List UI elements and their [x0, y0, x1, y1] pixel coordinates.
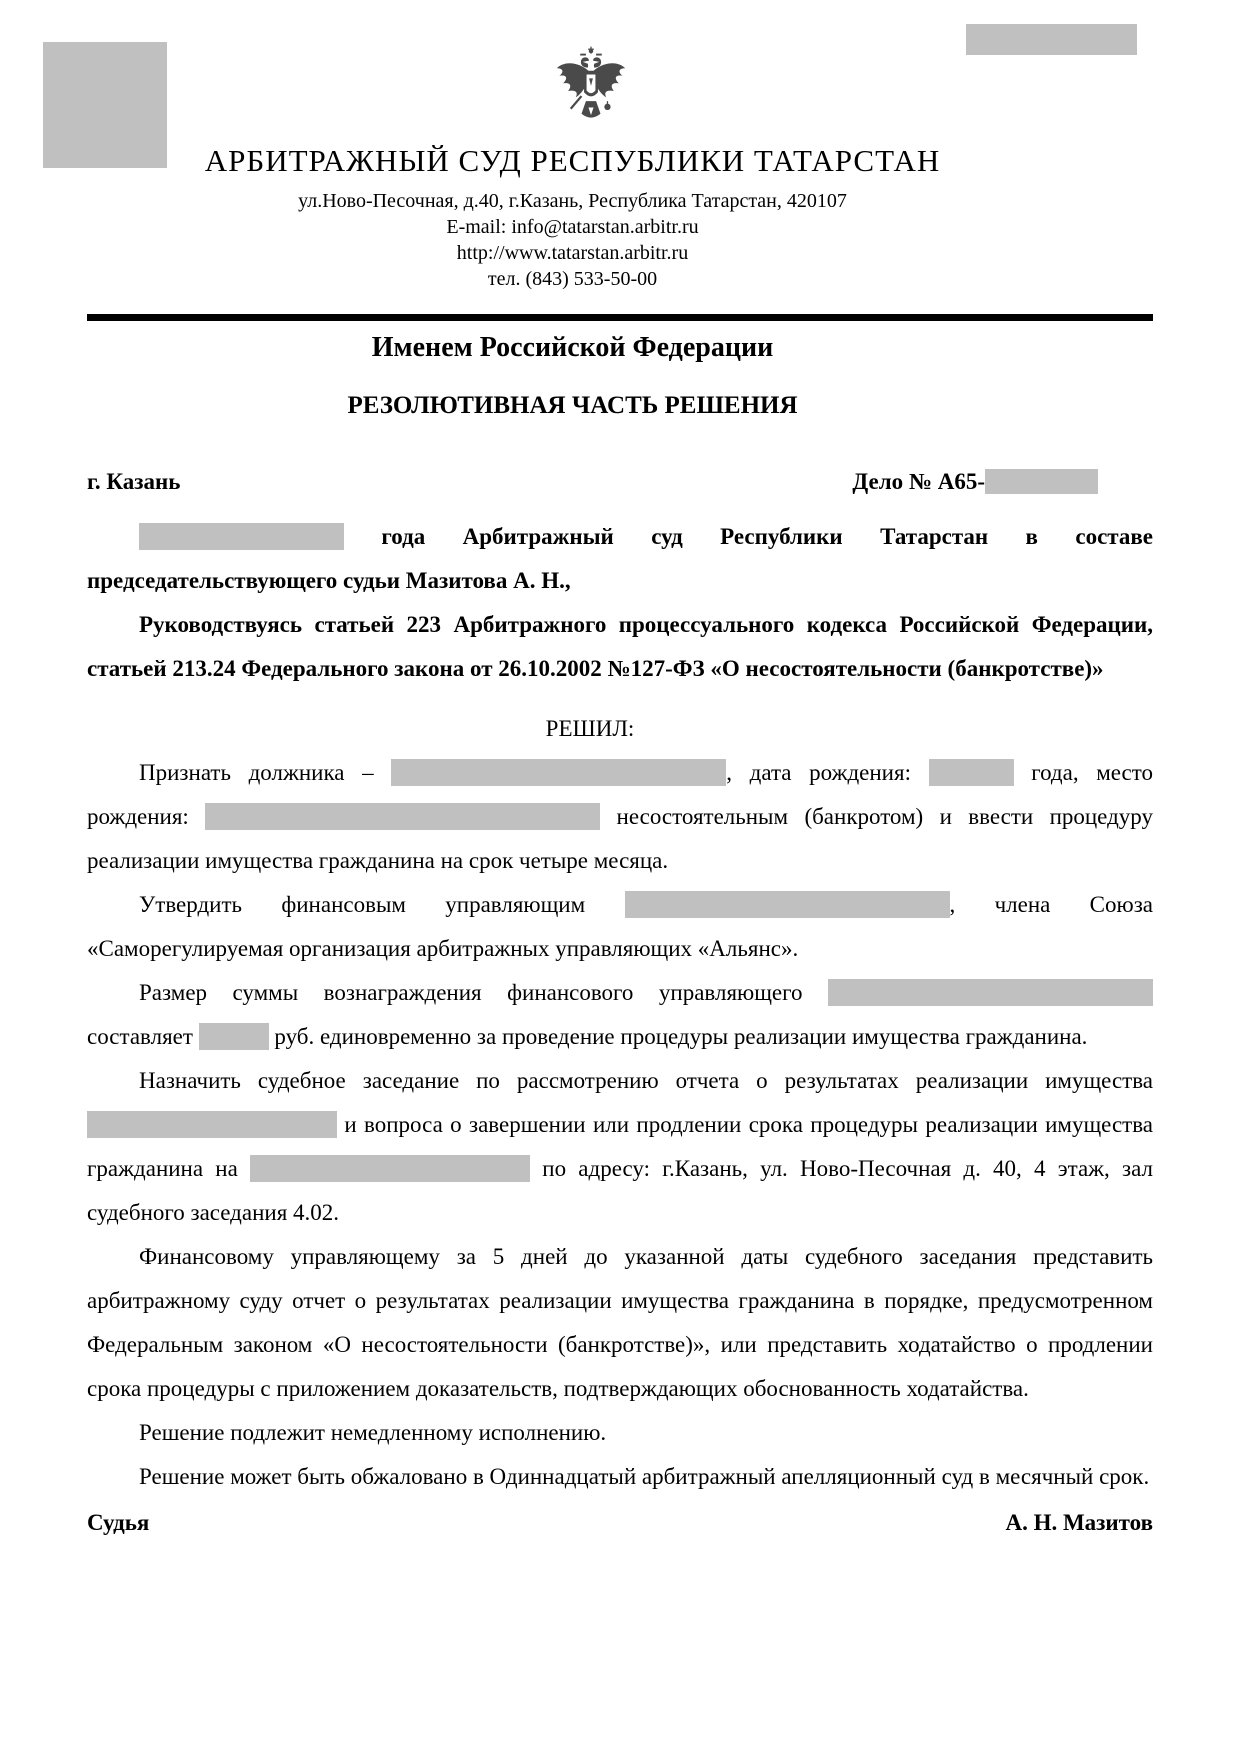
redaction-box-hearing-date [250, 1155, 530, 1182]
court-address: ул.Ново-Песочная, д.40, г.Казань, Республика Татарстан, 420107 [298, 190, 847, 212]
court-email: E-mail: info@tatarstan.arbitr.ru [446, 216, 699, 238]
court-header [87, 42, 1058, 292]
paragraph-declare-bankrupt: Признать должника – , дата рождения: года, место рождения: несостоятельным (банкротом) и ввести процедуру реализации имущества гражданина на срок четыре месяца. [87, 760, 1154, 873]
judge-name: А. Н. Мазитов [1005, 1510, 1153, 1535]
redaction-box-birth-date [929, 759, 1014, 786]
city-label: г. Казань [87, 469, 181, 494]
judge-label: Судья [87, 1510, 150, 1535]
paragraph-remuneration: Размер суммы вознаграждения финансового управляющего составляет руб. единовременно за проведение процедуры реализации имущества гражданина. [87, 971, 1153, 1059]
case-line [87, 467, 1153, 497]
paragraph-legal-basis: Руководствуясь статьей 223 Арбитражного процессуального кодекса Российской Федерации, статьей 213.24 Федерального закона от 26.10.2002 №127-ФЗ «О несостоятельности (банкротстве)» [87, 612, 1153, 681]
resolved-heading: РЕШИЛ: [545, 716, 635, 741]
court-composition-text: года Арбитражный суд Республики Татарстан в составе председательствующего судьи Мазитова А. Н., [87, 524, 1153, 593]
paragraph-court-composition [87, 515, 1153, 603]
signature-line [87, 1501, 1153, 1545]
court-name: АРБИТРАЖНЫЙ СУД РЕСПУБЛИКИ ТАТАРСТАН [204, 143, 941, 178]
redaction-box-amount [199, 1023, 269, 1050]
redaction-box-debtor-name-2 [87, 1111, 337, 1138]
redaction-box-debtor-name [391, 759, 726, 786]
russia-coat-of-arms-icon [105, 42, 1076, 142]
redaction-box-birth-place [205, 803, 600, 830]
redaction-box-manager-name [625, 891, 950, 918]
case-number [852, 467, 1098, 497]
redaction-box-date [139, 523, 344, 550]
court-website: http://www.tatarstan.arbitr.ru [456, 242, 689, 264]
redaction-box-manager-name-2 [828, 979, 1153, 1006]
resolution-part-heading: РЕЗОЛЮТИВНАЯ ЧАСТЬ РЕШЕНИЯ [347, 392, 798, 419]
paragraph-appoint-manager: Утвердить финансовым управляющим , члена Союза «Саморегулируемая организация арбитражных управляющих «Альянс». [87, 892, 1153, 961]
in-the-name-heading: Именем Российской Федерации [371, 332, 774, 363]
decision-body [87, 515, 1153, 1545]
paragraph-schedule-hearing: Назначить судебное заседание по рассмотрению отчета о результатах реализации имущества и вопроса о завершении или продлении срока процедуры реализации имущества гражданина на по адресу: г.Казань, ул. Ново-Песочная д. 40, 4 этаж, зал судебного заседания 4.02. [87, 1068, 1153, 1225]
case-number-label: Дело № А65- [852, 469, 985, 494]
paragraph-manager-report-duty: Финансовому управляющему за 5 дней до указанной даты судебного заседания представить арбитражному суду отчет о результатах реализации имущества гражданина в порядке, предусмотренном Федеральным законом «О несостоятельности (банкротстве)», или представить ходатайство о продлении срока процедуры с приложением доказательств, подтверждающих обоснованность ходатайства. [87, 1244, 1153, 1401]
case-number-redaction [985, 469, 1098, 494]
header-divider [87, 314, 1153, 321]
paragraph-immediate-execution: Решение подлежит немедленному исполнению. [139, 1420, 607, 1445]
court-phone: тел. (843) 533-50-00 [487, 268, 658, 290]
paragraph-appeal: Решение может быть обжаловано в Одиннадцатый арбитражный апелляционный суд в месячный срок. [139, 1464, 1150, 1489]
